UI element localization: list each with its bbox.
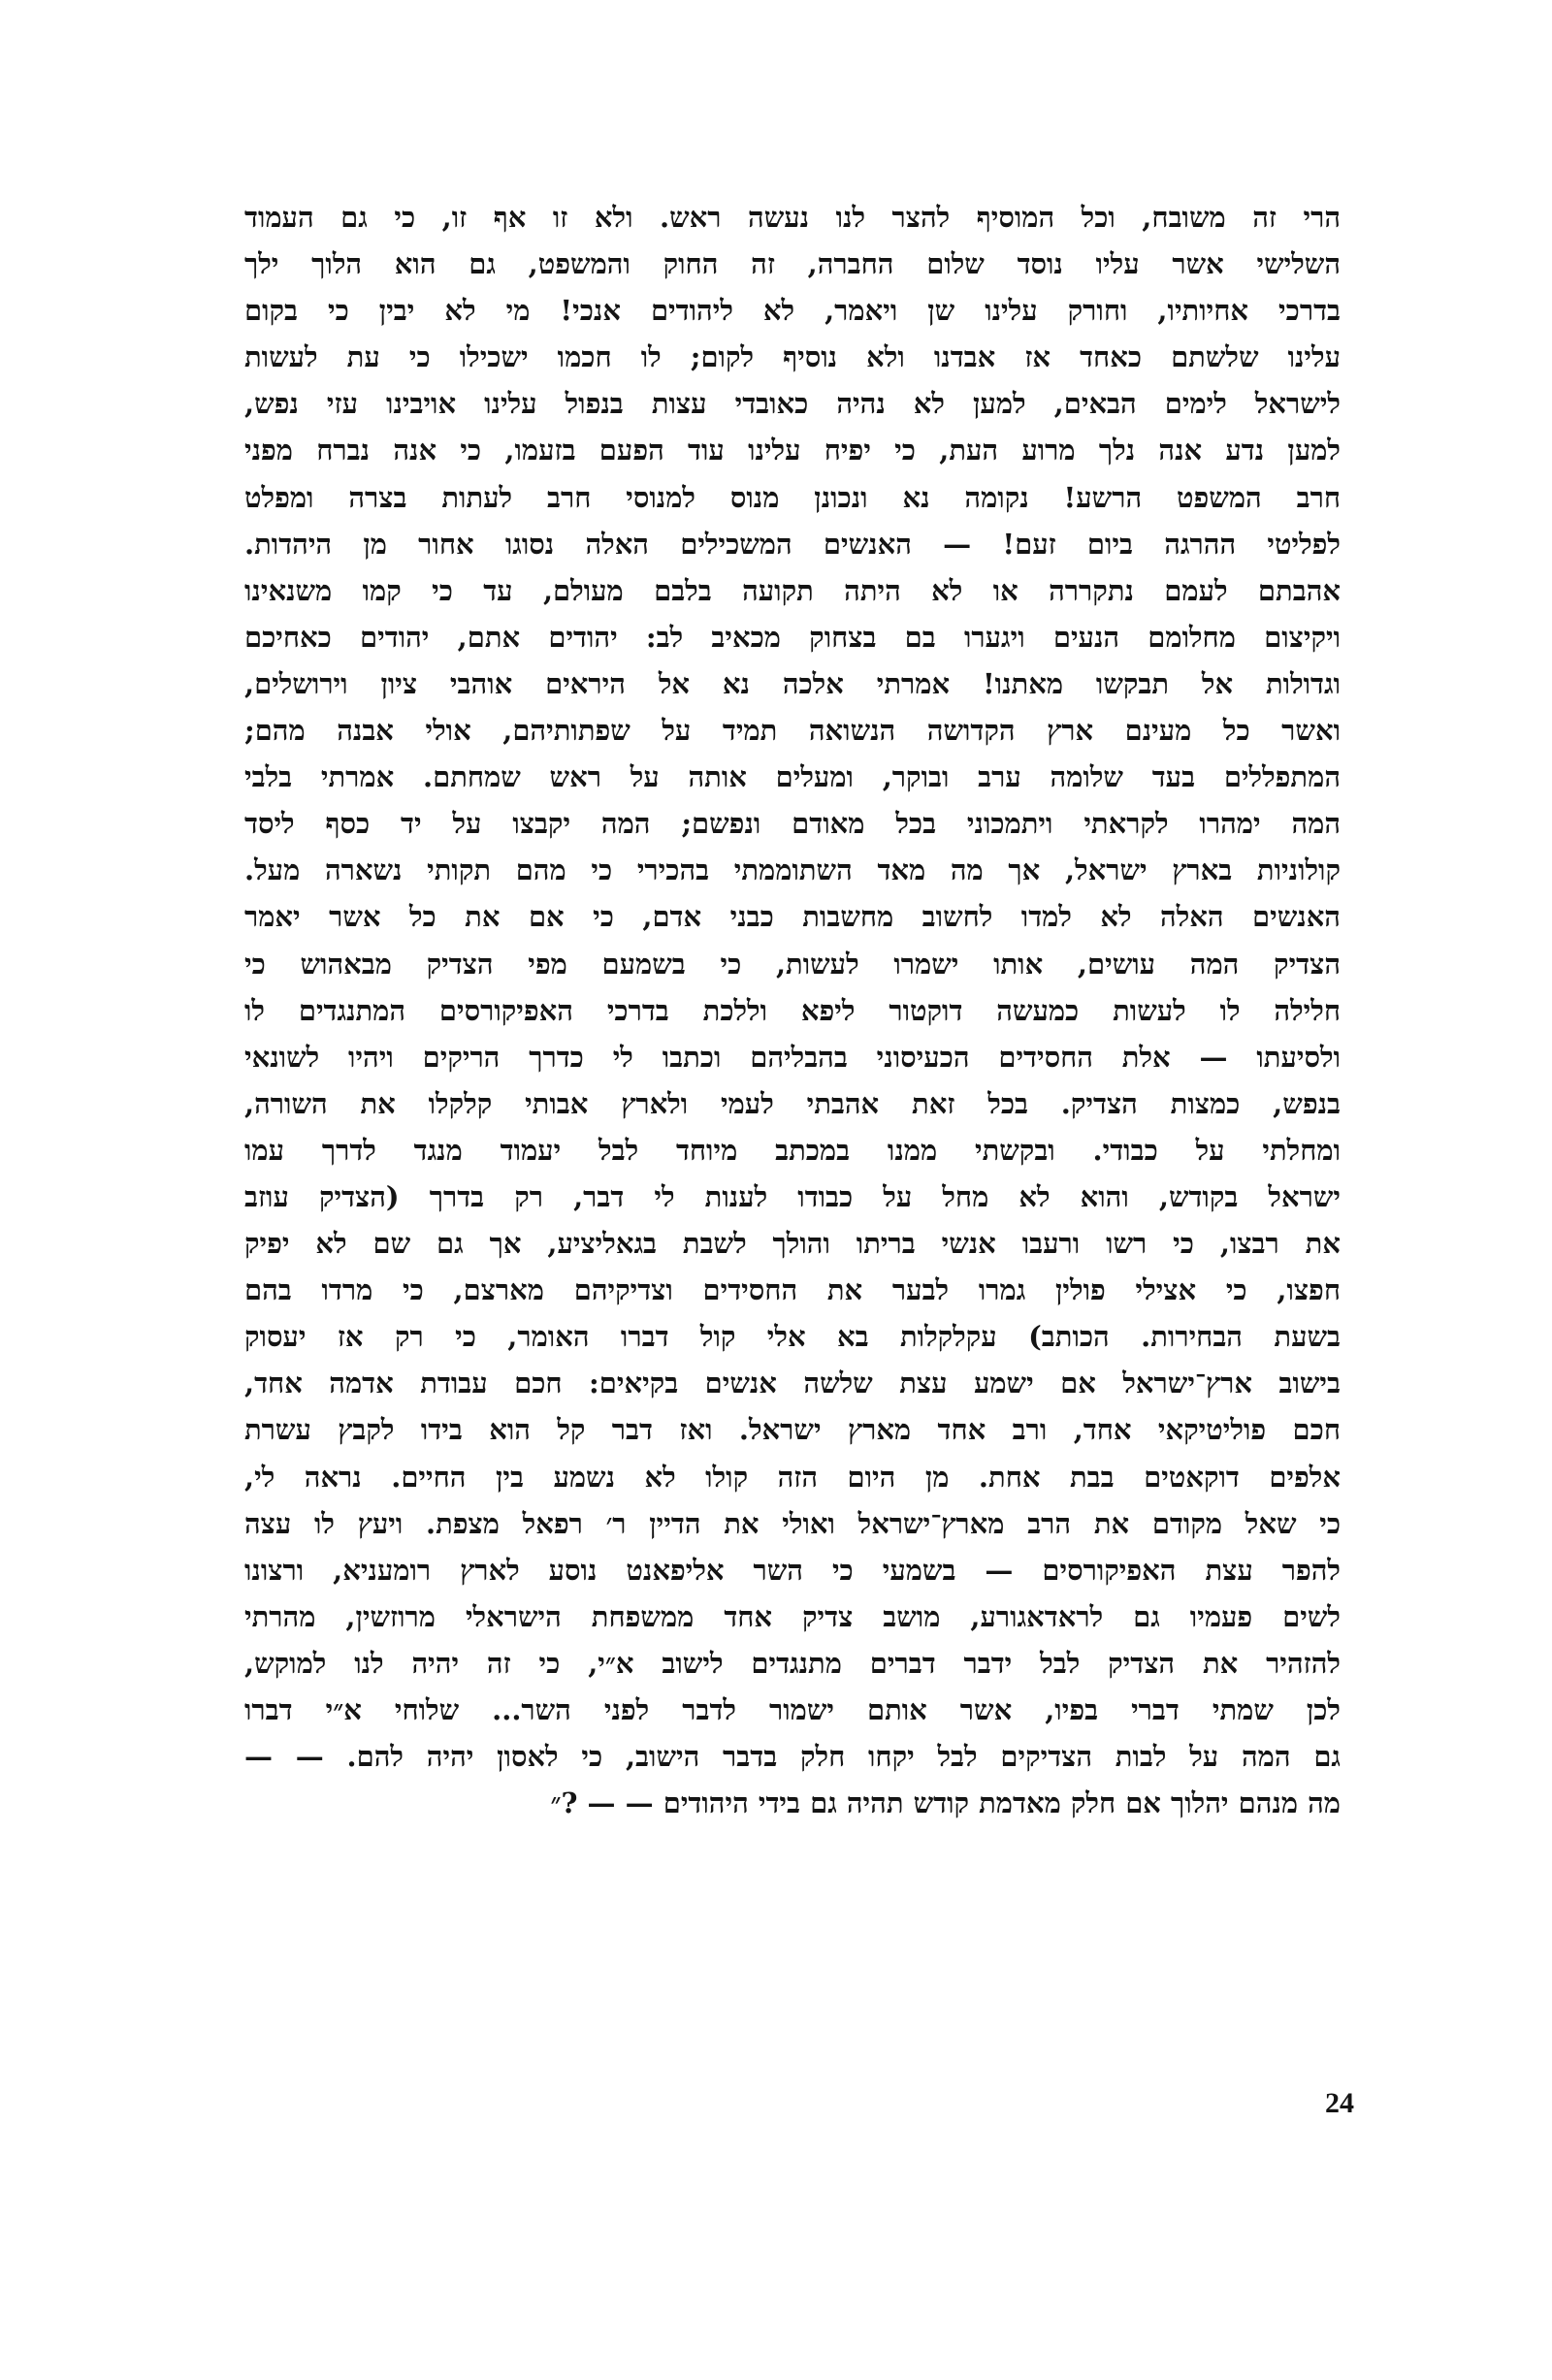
text-line: את רבצו, כי רשו ורעבו אנשי בריתו והולך לשבת בגאליציע, אך גם שם לא יפיק (244, 1227, 1341, 1261)
text-line: השלישי אשר עליו נוסד שלום החברה, זה החוק והמשפט, גם הוא הלוך ילך (244, 247, 1341, 281)
text-line: ישראל בקודש, והוא לא מחל על כבודו לענות לי דבר, רק בדרך (הצדיק עוזב (244, 1179, 1341, 1213)
text-line: לכן שמתי דברי בפיו, אשר אותם ישמור לדבר לפני השר... שלוחי א״י דברו (244, 1693, 1341, 1726)
text-line: הצדיק המה עושים, אותו ישמרו לעשות, כי בשמעם מפי הצדיק מבאהוש כי (244, 947, 1341, 981)
text-line: ואשר כל מעינם ארץ הקדושה הנשואה תמיד על שפתותיהם, אולי אבנה מהם; (244, 714, 1341, 748)
text-line: חכם פוליטיקאי אחד, ורב אחד מארץ ישראל. ואז דבר קל הוא בידו לקבץ עשרת (244, 1413, 1341, 1447)
text-line: האנשים האלה לא למדו לחשוב מחשבות כבני אדם, כי אם את כל אשר יאמר (244, 900, 1341, 934)
text-line: אהבתם לעמם נתקררה או לא היתה תקועה בלבם מעולם, עד כי קמו משנאינו (244, 573, 1341, 607)
body-text (244, 194, 1341, 1826)
text-line: המה ימהרו לקראתי ויתמכוני בכל מאודם ונפשם; המה יקבצו על יד כסף ליסד (244, 807, 1341, 841)
text-line: להפר עצת האפיקורסים — בשמעי כי השר אליפאנט נוסע לארץ רומעניא, ורצונו (244, 1553, 1341, 1587)
text-line: המתפללים בעד שלומה ערב ובוקר, ומעלים אותה על ראש שמחתם. אמרתי בלבי (244, 760, 1341, 794)
text-line: חרב המשפט הרשע! נקומה נא ונכונן מנוס למנוסי חרב לעתות בצרה ומפלט (244, 480, 1341, 514)
text-line: כי שאל מקודם את הרב מארץ־ישראל ואולי את הדיין ר׳ רפאל מצפת. ויעץ לו עצה (244, 1506, 1341, 1540)
text-line: בישוב ארץ־ישראל אם ישמע עצת שלשה אנשים בקיאים: חכם עבודת אדמה אחד, (244, 1367, 1341, 1400)
text-line: וגדולות אל תבקשו מאתנו! אמרתי אלכה נא אל היראים אוהבי ציון וירושלים, (244, 666, 1341, 700)
text-line: לשים פעמיו גם לראדאגורע, מושב צדיק אחד ממשפחת הישראלי מרוזשין, מהרתי (244, 1599, 1341, 1633)
text-line: הרי זה משובח, וכל המוסיף להצר לנו נעשה ראש. ולא זו אף זו, כי גם העמוד (244, 201, 1341, 234)
text-line-last: מה מנהם יהלוך אם חלק מאדמת קודש תהיה גם בידי היהודים — — ?״ (550, 1786, 1341, 1820)
text-line: בנפש, כמצות הצדיק. בכל זאת אהבתי לעמי ולארץ אבותי קלקלו את השורה, (244, 1086, 1341, 1120)
page-number: 24 (1325, 2087, 1354, 2119)
text-line: לישראל לימים הבאים, למען לא נהיה כאובדי עצות בנפול עלינו אויבינו עזי נפש, (244, 387, 1341, 421)
text-line: להזהיר את הצדיק לבל ידבר דברים מתנגדים לישוב א״י, כי זה יהיה לנו למוקש, (244, 1646, 1341, 1680)
text-line: ולסיעתו — אלת החסידים הכעיסוני בהבליהם וכתבו לי כדרך הריקים ויהיו לשונאי (244, 1040, 1341, 1074)
text-line: גם המה על לבות הצדיקים לבל יקחו חלק בדבר הישוב, כי לאסון יהיה להם. — — (244, 1740, 1341, 1774)
text-line: למען נדע אנה נלך מרוע העת, כי יפיח עלינו עוד הפעם בזעמו, כי אנה נברח מפני (244, 434, 1341, 467)
text-line: קולוניות בארץ ישראל, אך מה מאד השתוממתי בהכירי כי מהם תקותי נשארה מעל. (244, 853, 1341, 887)
text-line: לפליטי ההרגה ביום זעם! — האנשים המשכילים האלה נסוגו אחור מן היהדות. (244, 527, 1341, 561)
text-line: ויקיצום מחלומם הנעים ויגערו בם בצחוק מכאיב לב: יהודים אתם, יהודים כאחיכם (244, 620, 1341, 654)
text-line: אלפים דוקאטים בבת אחת. מן היום הזה קולו לא נשמע בין החיים. נראה לי, (244, 1460, 1341, 1494)
text-line: בשעת הבחירות. הכותב) עקלקלות בא אלי קול דברו האומר, כי רק אז יעסוק (244, 1320, 1341, 1354)
text-line: חלילה לו לעשות כמעשה דוקטור ליפא וללכת בדרכי האפיקורסים המתנגדים לו (244, 993, 1341, 1027)
text-line: חפצו, כי אצילי פולין גמרו לבער את החסידים וצדיקיהם מארצם, כי מרדו בהם (244, 1273, 1341, 1307)
text-line: בדרכי אחיותיו, וחורק עלינו שן ויאמר, לא ליהודים אנכי! מי לא יבין כי בקום (244, 294, 1341, 328)
text-line: ומחלתי על כבודי. ובקשתי ממנו במכתב מיוחד לבל יעמוד מנגד לדרך עמו (244, 1133, 1341, 1167)
text-line: עלינו שלשתם כאחד אז אבדנו ולא נוסיף לקום; לו חכמו ישכילו כי עת לעשות (244, 340, 1341, 374)
